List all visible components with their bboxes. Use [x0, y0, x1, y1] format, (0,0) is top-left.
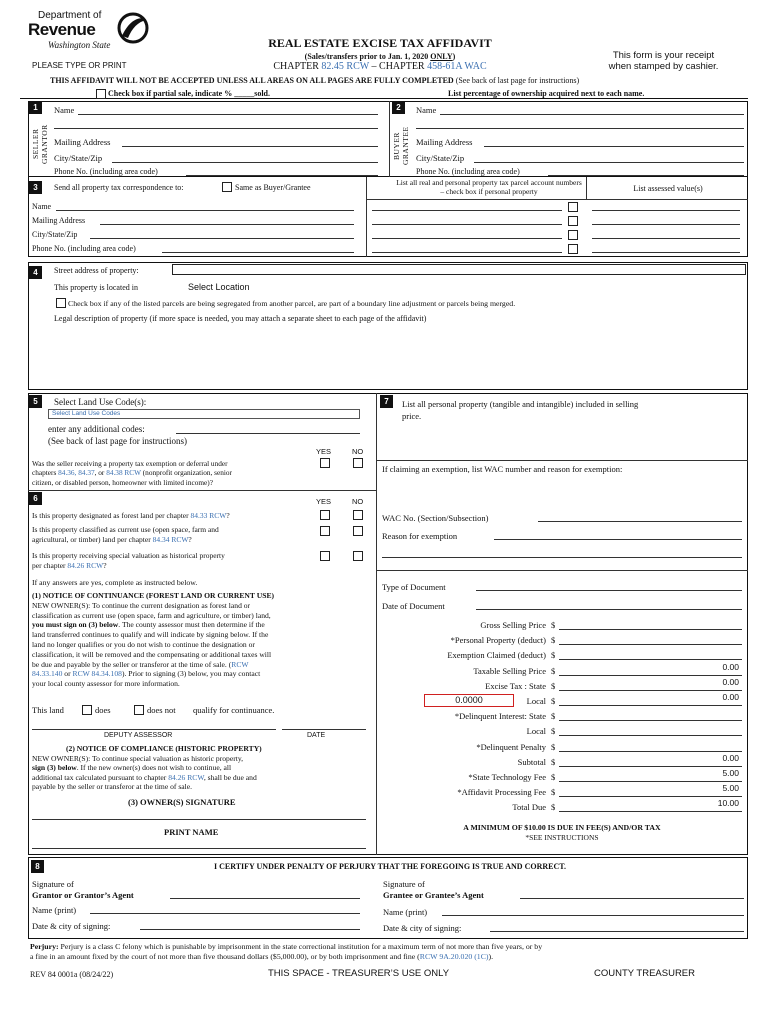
fee-value: 0.00: [722, 661, 739, 672]
fee-label: *State Technology Fee: [468, 772, 546, 782]
buyer-mailing-label: Mailing Address: [416, 137, 473, 147]
form-number: REV 84 0001a (08/24/22): [30, 970, 114, 979]
reason-field[interactable]: [494, 539, 742, 540]
does-not-checkbox[interactable]: [134, 705, 144, 715]
corr-mailing-field[interactable]: [100, 224, 354, 225]
assessed-field-1[interactable]: [592, 210, 740, 211]
corr-mailing-label: Mailing Address: [32, 216, 86, 225]
fee-value: 5.00: [722, 768, 739, 778]
grantor-name-label: Name (print): [32, 905, 77, 915]
corr-city-field[interactable]: [90, 238, 354, 239]
location-dropdown[interactable]: Select Location: [188, 282, 250, 292]
fee-value-field[interactable]: [559, 659, 742, 660]
personal-property-label: List all personal property (tangible and intangible) included in selling price.: [402, 399, 639, 421]
section-8-number: 8: [31, 860, 44, 873]
fee-value-field[interactable]: [559, 720, 742, 721]
perjury-notice: Perjury: Perjury is a class C felony which is punishable by imprisonment in the state correctional institution for a maximum term of not more than five years, or by a fine in an amount fixed by the court of not more than five thousand dollars ($5,000.00), or by both imprisonment and fine (RCW 9A.20.020 (1C)).: [30, 942, 543, 961]
grantee-name-label: Name (print): [383, 907, 428, 917]
fee-label: Gross Selling Price: [480, 620, 546, 630]
fee-dollar-sign: $: [551, 696, 556, 706]
fee-label: Excise Tax : State: [485, 680, 546, 691]
fee-dollar-sign: $: [551, 802, 556, 813]
exemption-wac-label: If claiming an exemption, list WAC number and reason for exemption:: [382, 464, 623, 474]
minimum-due-note: A MINIMUM OF $10.00 IS DUE IN FEE(S) AND/OR TAX: [463, 823, 661, 832]
form-subtitle: (Sales/transfers prior to Jan. 1, 2020 ONLY): [304, 52, 456, 61]
fee-value-field[interactable]: [559, 781, 742, 782]
assessed-field-2[interactable]: [592, 224, 740, 225]
deputy-assessor-sig[interactable]: [32, 729, 276, 730]
s6-no-header: NO: [352, 497, 364, 506]
wac-no-label: WAC No. (Section/Subsection): [382, 513, 489, 523]
corr-name-field[interactable]: [56, 210, 354, 211]
fee-dollar-sign: $: [551, 650, 556, 661]
grantor-date-field[interactable]: [140, 929, 360, 930]
legal-description-label: Legal description of property (if more space is needed, you may attach a separate sheet to each page of the affidavit): [54, 314, 427, 323]
fee-label: *Affidavit Processing Fee: [457, 787, 546, 798]
additional-codes-label: enter any additional codes:: [48, 424, 145, 434]
buyer-phone-field[interactable]: [548, 175, 744, 176]
historic-question: Is this property receiving special valuation as historical property per chapter 84.26 RCW?: [32, 551, 225, 570]
seller-phone-field[interactable]: [186, 175, 378, 176]
parcel-personal-checkbox-4[interactable]: [568, 244, 578, 254]
grantor-signature-field[interactable]: [170, 898, 360, 899]
same-as-buyer-label: Same as Buyer/Grantee: [235, 183, 311, 192]
fee-dollar-sign: $: [551, 726, 556, 737]
send-correspondence-label: Send all property tax correspondence to:: [54, 183, 184, 192]
forest-yes-checkbox[interactable]: [320, 510, 330, 520]
fee-value-field[interactable]: [559, 690, 742, 691]
logo-mark-icon: [116, 12, 150, 44]
seller-name-field[interactable]: [78, 114, 378, 115]
seller-grantor-label: SELLER GRANTOR: [31, 124, 49, 164]
buyer-name-label: Name: [416, 105, 437, 115]
if-yes-note: If any answers are yes, complete as instructed below.: [32, 578, 198, 587]
fee-dollar-sign: $: [551, 756, 556, 767]
fee-label: Total Due: [512, 802, 546, 813]
grantee-name-field[interactable]: [442, 915, 744, 916]
fee-value-field[interactable]: [559, 629, 742, 630]
corr-name-label: Name: [32, 202, 52, 211]
owner-signature-label: (3) OWNER(S) SIGNATURE: [128, 797, 236, 807]
ownership-note: List percentage of ownership acquired next to each name.: [448, 89, 645, 98]
s6-yes-header: YES: [316, 497, 332, 506]
wac-no-field[interactable]: [538, 521, 742, 522]
segregated-label: Check box if any of the listed parcels are being segregated from another parcel, are part of a boundary line adjustment or parcels being merged.: [68, 299, 516, 308]
county-treasurer-label: COUNTY TREASURER: [594, 968, 695, 979]
does-label: does: [95, 705, 111, 715]
owner-signature-field[interactable]: [32, 819, 366, 820]
fee-value: 0.00: [722, 692, 739, 702]
please-type: PLEASE TYPE OR PRINT: [32, 61, 127, 70]
personal-property-field[interactable]: [380, 424, 744, 460]
fee-label: Local: [526, 696, 546, 706]
section-2-number: 2: [392, 101, 405, 114]
certify-statement: I CERTIFY UNDER PENALTY OF PERJURY THAT THE FOREGOING IS TRUE AND CORRECT.: [213, 862, 566, 871]
grantor-name-field[interactable]: [90, 913, 360, 914]
partial-sale-checkbox[interactable]: [96, 89, 106, 99]
corr-phone-label: Phone No. (including area code): [32, 244, 136, 253]
fee-label: Taxable Selling Price: [473, 665, 546, 676]
s5-yes-header: YES: [316, 447, 332, 456]
fee-value: 5.00: [722, 783, 739, 794]
seller-mailing-field[interactable]: [122, 146, 378, 147]
corr-city-label: City/State/Zip: [32, 230, 78, 239]
historic-yes-checkbox[interactable]: [320, 551, 330, 561]
fee-value-field[interactable]: [559, 751, 742, 752]
current-use-no-checkbox[interactable]: [353, 526, 363, 536]
fee-dollar-sign: $: [551, 772, 556, 782]
grantee-date-label: Date & city of signing:: [383, 923, 462, 933]
grantor-sig-of: Signature of: [32, 879, 74, 889]
grantee-date-field[interactable]: [490, 931, 744, 932]
dor-logo: [28, 10, 158, 54]
section-6-number: 6: [29, 492, 42, 505]
buyer-name-field[interactable]: [440, 114, 744, 115]
assessed-header: List assessed value(s): [633, 184, 703, 193]
seller-city-label: City/State/Zip: [54, 153, 103, 163]
date-document-label: Date of Document: [382, 601, 445, 611]
qualify-label: qualify for continuance.: [193, 705, 275, 715]
buyer-city-label: City/State/Zip: [416, 153, 465, 163]
parcel-personal-checkbox-3[interactable]: [568, 230, 578, 240]
assessed-field-4[interactable]: [592, 252, 740, 253]
exemption-question: Was the seller receiving a property tax exemption or deferral under chapters 84.36, 84.37, or 84.38 RCW (nonprofit organization, senior citizen, or disabled person, homeowner with limited income)?: [32, 459, 232, 487]
forest-land-question: Is this property designated as forest land per chapter 84.33 RCW?: [32, 511, 230, 520]
fee-dollar-sign: $: [551, 665, 556, 676]
fee-dollar-sign: $: [551, 680, 556, 691]
fee-value-field[interactable]: [559, 766, 742, 767]
fee-value-field[interactable]: [559, 811, 742, 812]
deputy-date-field[interactable]: [282, 729, 366, 730]
seller-mailing-label: Mailing Address: [54, 137, 111, 147]
located-in-label: This property is located in: [54, 283, 138, 292]
treasurer-space-label: THIS SPACE - TREASURER’S USE ONLY: [268, 968, 450, 979]
grantee-signature-field[interactable]: [520, 898, 744, 899]
notice-continuance: (1) NOTICE OF CONTINUANCE (FOREST LAND OR CURRENT USE) NEW OWNER(S): To continue the current designation as forest land or classification as current use (open space, farm and agriculture, or timber) land, you must sign on (3) below. The county assessor must then determine if the land transferred continues to qualify and will indicate by signing below. If the land no longer qualifies or you do not wish to continue the designation or classification, it will be removed and the compensating or additional taxes will be due and payable by the seller or transferor at the time of sale. (RCW 84.33.140 or RCW 84.34.108). Prior to signing (3) below, you may contact your local county assessor for more information.: [32, 591, 275, 689]
buyer-name-field-2[interactable]: [416, 128, 744, 129]
fee-dollar-sign: $: [551, 787, 556, 798]
buyer-mailing-field[interactable]: [484, 146, 744, 147]
seller-city-field[interactable]: [112, 162, 378, 163]
section-1-number: 1: [29, 101, 42, 114]
current-use-yes-checkbox[interactable]: [320, 526, 330, 536]
rcw-link[interactable]: 82.45 RCW: [321, 61, 370, 72]
owner-print-name-field[interactable]: [32, 848, 366, 849]
seller-name-field-2[interactable]: [54, 128, 378, 129]
fee-label: *Personal Property (deduct): [450, 635, 546, 646]
section-4-number: 4: [29, 266, 42, 279]
exemption-no-checkbox[interactable]: [353, 458, 363, 468]
exemption-yes-checkbox[interactable]: [320, 458, 330, 468]
forest-no-checkbox[interactable]: [353, 510, 363, 520]
local-rate-input[interactable]: 0.0000: [424, 694, 514, 707]
logo-revenue-text: Revenue: [28, 20, 96, 39]
see-instructions-note: *SEE INSTRUCTIONS: [525, 833, 599, 842]
same-as-buyer-checkbox[interactable]: [222, 182, 232, 192]
form-title: REAL ESTATE EXCISE TAX AFFIDAVIT: [268, 36, 492, 50]
does-not-label: does not: [147, 705, 176, 715]
segregated-checkbox[interactable]: [56, 298, 66, 308]
reason-label: Reason for exemption: [382, 531, 458, 541]
assessed-field-3[interactable]: [592, 238, 740, 239]
parcel-field-2[interactable]: [372, 224, 562, 225]
fee-value-field[interactable]: [559, 735, 742, 736]
fee-value: 0.00: [722, 752, 739, 763]
partial-sale-label: Check box if partial sale, indicate % _____sold.: [108, 89, 271, 98]
reason-field-2[interactable]: [382, 557, 742, 558]
fee-label: *Delinquent Interest: State: [454, 711, 546, 722]
s5-no-header: NO: [352, 447, 364, 456]
fee-value-field[interactable]: [559, 705, 742, 706]
seller-name-label: Name: [54, 105, 75, 115]
deputy-date-label: DATE: [307, 732, 326, 739]
fee-dollar-sign: $: [551, 635, 556, 646]
parcel-field-1[interactable]: [372, 210, 562, 211]
does-checkbox[interactable]: [82, 705, 92, 715]
fee-value: 10.00: [717, 798, 739, 809]
fee-value-field[interactable]: [559, 644, 742, 645]
buyer-phone-label: Phone No. (including area code): [416, 167, 520, 176]
parcel-personal-checkbox-2[interactable]: [568, 216, 578, 226]
fee-label: Subtotal: [517, 756, 546, 767]
current-use-question: Is this property classified as current use (open space, farm and agricultural, or timber) land per chapter 84.34 RCW?: [32, 525, 219, 544]
fee-value-field[interactable]: [559, 675, 742, 676]
fee-label: Exemption Claimed (deduct): [447, 650, 546, 661]
parcel-personal-checkbox-1[interactable]: [568, 202, 578, 212]
date-document-field[interactable]: [476, 609, 742, 610]
warning-line: THIS AFFIDAVIT WILL NOT BE ACCEPTED UNLESS ALL AREAS ON ALL PAGES ARE FULLY COMPLETED (See back of last page for instructions): [50, 76, 580, 85]
grantee-agent-label: Grantee or Grantee’s Agent: [383, 890, 484, 900]
land-use-dropdown[interactable]: Select Land Use Codes: [48, 409, 360, 419]
street-address-input[interactable]: [172, 264, 746, 275]
parcel-field-4[interactable]: [372, 252, 562, 253]
grantor-agent-label: Grantor or Grantor’s Agent: [32, 890, 134, 900]
fee-dollar-sign: $: [551, 741, 556, 752]
logo-dept-text: Department of: [38, 10, 102, 21]
deputy-assessor-label: DEPUTY ASSESSOR: [104, 732, 173, 739]
perjury-rcw-link[interactable]: RCW 9A.20.020 (1C): [419, 952, 489, 961]
fee-label: *Delinquent Penalty: [476, 741, 546, 752]
section-3-number: 3: [29, 181, 42, 194]
section-5-number: 5: [29, 395, 42, 408]
land-use-label: Select Land Use Code(s):: [54, 397, 147, 407]
notice-compliance: (2) NOTICE OF COMPLIANCE (HISTORIC PROPERTY) NEW OWNER(S): To continue special valuation as historic property, sign (3) below. If the new owner(s) does not wish to continue, all additional tax calculated pursuant to chapter 84.26 RCW, shall be due and payable by the seller or transferor at the time of sale.: [32, 744, 262, 792]
buyer-city-field[interactable]: [474, 162, 744, 163]
additional-codes-field[interactable]: [176, 433, 360, 434]
section-7-number: 7: [380, 395, 393, 408]
grantor-date-label: Date & city of signing:: [32, 921, 111, 931]
fee-value-field[interactable]: [559, 796, 742, 797]
seller-phone-label: Phone No. (including area code): [54, 167, 158, 176]
street-address-label: Street address of property:: [54, 266, 139, 275]
fee-calculation-table: [376, 620, 748, 816]
this-land-label: This land: [32, 705, 64, 715]
chapter-line: CHAPTER 82.45 RCW – CHAPTER 458-61A WAC: [273, 61, 487, 72]
fee-dollar-sign: $: [551, 620, 556, 630]
fee-dollar-sign: $: [551, 711, 556, 722]
buyer-grantee-label: BUYER GRANTEE: [392, 126, 410, 166]
print-name-label: PRINT NAME: [164, 827, 219, 837]
parcel-field-3[interactable]: [372, 238, 562, 239]
type-document-label: Type of Document: [382, 582, 446, 592]
parcel-header: List all real and personal property tax parcel account numbers – check box if personal property: [396, 178, 582, 196]
corr-phone-field[interactable]: [162, 252, 354, 253]
historic-no-checkbox[interactable]: [353, 551, 363, 561]
type-document-field[interactable]: [476, 590, 742, 591]
fee-label: Local: [526, 726, 546, 737]
see-back-note: (See back of last page for instructions): [48, 436, 187, 446]
wac-link[interactable]: 458-61A WAC: [427, 61, 487, 72]
fee-value: 0.00: [722, 676, 739, 687]
receipt-note: This form is your receipt when stamped by cashier.: [608, 50, 719, 72]
legal-description-field[interactable]: [54, 326, 744, 386]
grantee-sig-of: Signature of: [383, 879, 425, 889]
logo-state-text: Washington State: [48, 40, 111, 50]
